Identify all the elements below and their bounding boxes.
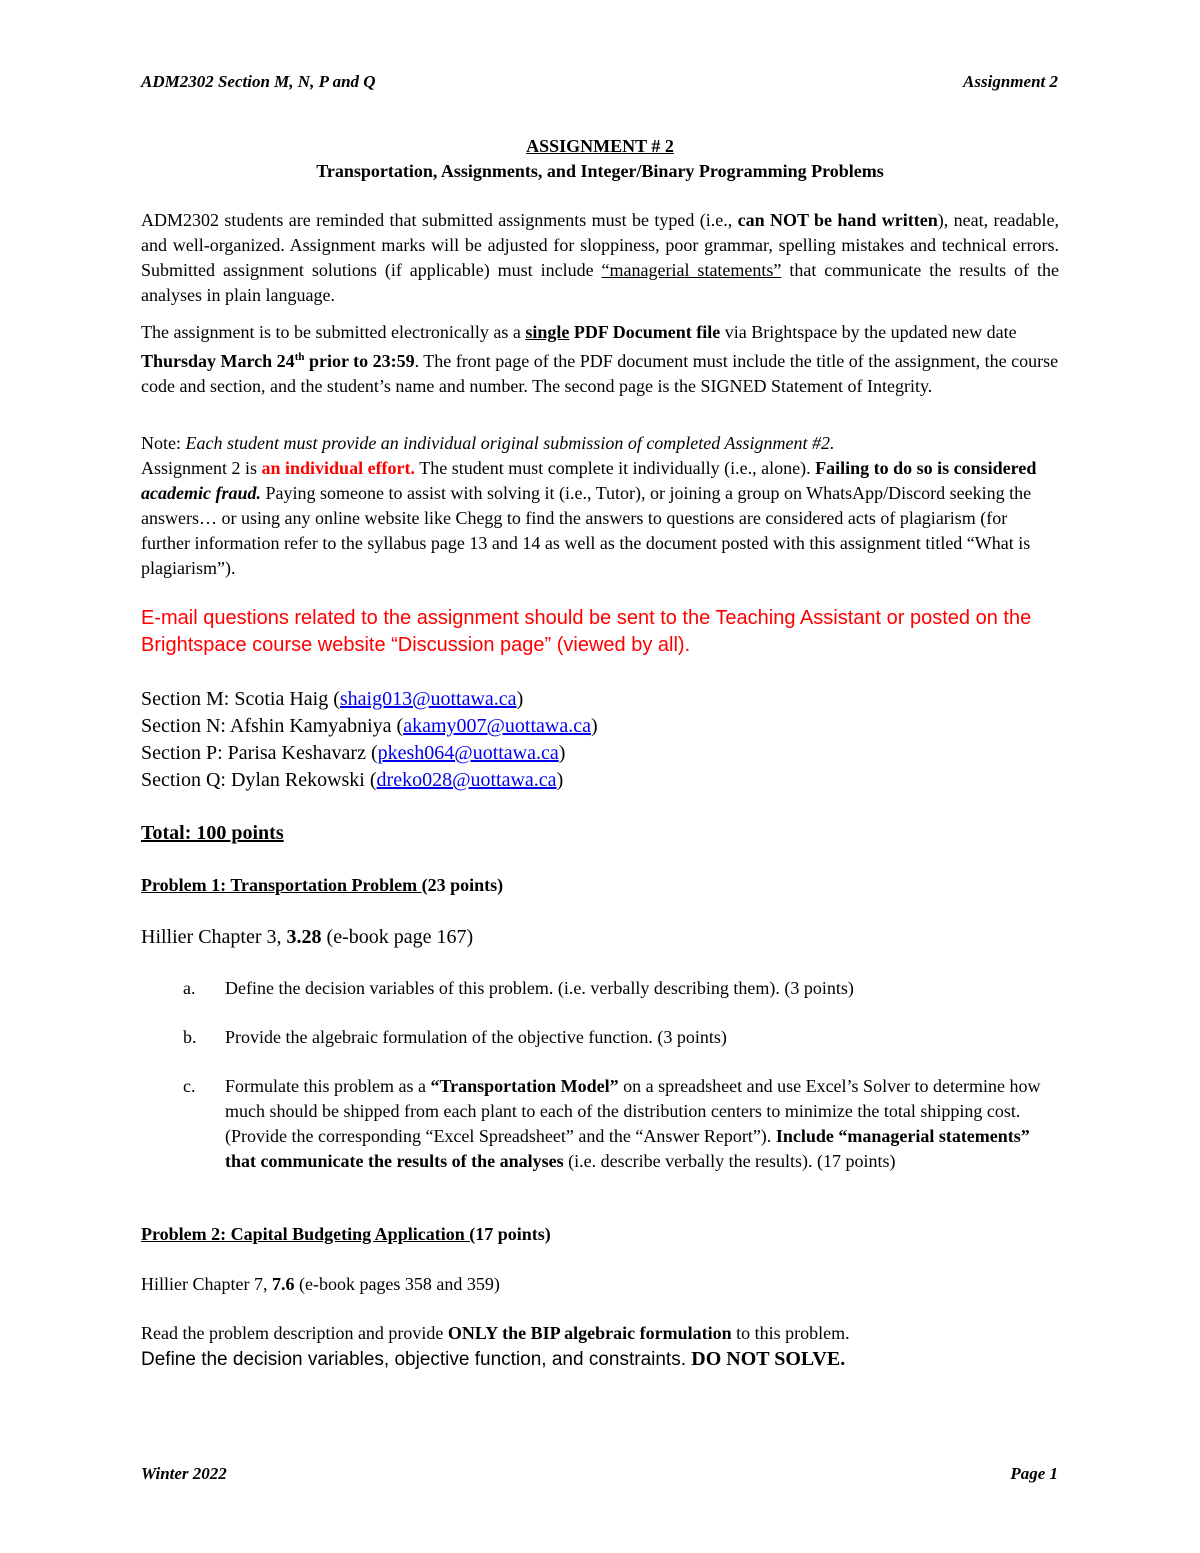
p1-underline: “managerial statements” bbox=[601, 260, 782, 280]
problem1-ref-c: (e-book page 167) bbox=[321, 926, 474, 948]
p3-note-italic: Each student must provide an individual original submission of completed Assignment #2. bbox=[185, 433, 835, 453]
p1-text-a: ADM2302 students are reminded that submitted assignments must be typed (i.e., bbox=[141, 210, 738, 230]
problem1-ref-b: 3.28 bbox=[286, 926, 322, 948]
problem2-heading bbox=[141, 1222, 551, 1247]
section-p-label: Section P: Parisa Keshavarz ( bbox=[141, 742, 378, 764]
problem2-do-not-solve: DO NOT SOLVE. bbox=[691, 1348, 846, 1370]
problem1-heading bbox=[141, 873, 503, 898]
item-c-a: Formulate this problem as a bbox=[225, 1076, 431, 1096]
item-c-text bbox=[225, 1074, 1065, 1174]
p2-text-a: The assignment is to be submitted electronically as a bbox=[141, 322, 526, 342]
item-b-text: Provide the algebraic formulation of the objective function. (3 points) bbox=[225, 1027, 727, 1047]
problem2-ref-c: (e-book pages 358 and 359) bbox=[294, 1274, 500, 1294]
p2-text-d: via Brightspace by the updated new date bbox=[720, 322, 1017, 342]
p2-text-g: . The front page of the PDF document must include the title of the assignment, the course code and section, and the student’s name and number. The second page is the SIGNED Statement of Integrity. bbox=[141, 351, 1059, 396]
problem2-define bbox=[141, 1346, 845, 1373]
section-p-contact bbox=[141, 740, 565, 767]
problem1-reference bbox=[141, 924, 473, 951]
problem1-points: (23 points) bbox=[421, 875, 504, 895]
section-m-end: ) bbox=[516, 688, 524, 710]
footer-term: Winter 2022 bbox=[141, 1464, 227, 1483]
section-p-email-link[interactable]: pkesh064@uottawa.ca bbox=[377, 742, 559, 764]
footer-page-number: Page 1 bbox=[1010, 1464, 1058, 1483]
header-assignment: Assignment 2 bbox=[963, 72, 1058, 91]
problem1-ref-a: Hillier Chapter 3, bbox=[141, 926, 287, 948]
item-c-model: “Transportation Model” bbox=[430, 1076, 619, 1096]
section-n-contact bbox=[141, 713, 598, 740]
email-note: E-mail questions related to the assignment should be sent to the Teaching Assistant or posted on the Brightspace course website “Discussion page” (viewed by all). bbox=[141, 607, 1032, 656]
p1-text-e: that communicate the results of the analyses in plain language. bbox=[141, 260, 1059, 305]
total-points: Total: 100 points bbox=[141, 822, 284, 844]
p2-single: single bbox=[525, 322, 570, 342]
intro-paragraph-integrity bbox=[141, 431, 1059, 581]
page-subtitle: Transportation, Assignments, and Integer/Binary Programming Problems bbox=[316, 161, 884, 181]
p3-individual-effort: an individual effort. bbox=[261, 458, 416, 478]
section-m-email-link[interactable]: shaig013@uottawa.ca bbox=[339, 688, 517, 710]
p2-date: Thursday March 24 bbox=[141, 351, 295, 371]
section-q-email-link[interactable]: dreko028@uottawa.ca bbox=[376, 769, 557, 791]
item-a-label: a. bbox=[183, 978, 196, 998]
section-n-end: ) bbox=[590, 715, 598, 737]
p3-text-h: Paying someone to assist with solving it (i.e., Tutor), or joining a group on WhatsApp/Discord seeking the answers… or using any online website like Chegg to find the answers to questions are considered acts of plagiarism (for further information refer to the syllabus page 13 and 14 as well as the document posted with this assignment titled “What is plagiarism”). bbox=[141, 483, 1032, 578]
intro-paragraph-typed bbox=[141, 208, 1059, 308]
p3-text-c: Assignment 2 is bbox=[141, 458, 262, 478]
p3-note: Note: bbox=[141, 433, 186, 453]
problem2-points: 17 points) bbox=[475, 1224, 551, 1244]
problem2-read-c: to this problem. bbox=[731, 1323, 850, 1343]
title-main: ASSIGNMENT # 2 bbox=[526, 136, 674, 156]
problem1-title: Problem 1: Transportation Problem bbox=[141, 875, 422, 895]
section-n-email-link[interactable]: akamy007@uottawa.ca bbox=[403, 715, 591, 737]
item-b-label: b. bbox=[183, 1027, 197, 1047]
problem2-ref-b: 7.6 bbox=[271, 1274, 295, 1294]
section-m-label: Section M: Scotia Haig ( bbox=[141, 688, 340, 710]
problem2-read-bip: ONLY the BIP algebraic formulation bbox=[447, 1323, 732, 1343]
p3-fraud: academic fraud. bbox=[141, 483, 261, 503]
problem2-points-open: ( bbox=[469, 1224, 476, 1244]
section-q-end: ) bbox=[556, 769, 564, 791]
intro-paragraph-submission bbox=[141, 320, 1059, 399]
header-course: ADM2302 Section M, N, P and Q bbox=[141, 72, 376, 91]
p2-pdf: PDF Document file bbox=[569, 322, 721, 342]
section-n-label: Section N: Afshin Kamyabniya ( bbox=[141, 715, 404, 737]
p3-failing: Failing to do so is considered bbox=[815, 458, 1037, 478]
item-c-include: Include “managerial statements” that communicate the results of the analyses bbox=[225, 1126, 1030, 1171]
problem2-ref-a: Hillier Chapter 7, bbox=[141, 1274, 272, 1294]
problem2-read-a: Read the problem description and provide bbox=[141, 1323, 448, 1343]
item-c-c: on a spreadsheet and use Excel’s Solver to determine how much should be shipped from each plant to each of the distribution centers to minimize the total shipping cost. (Provide the corresponding “Excel Spreadsheet” and the “Answer Report”). bbox=[225, 1076, 1041, 1146]
p1-text-c: ), neat, readable, and well-organized. Assignment marks will be adjusted for sloppiness, poor grammar, spelling mistakes and technical errors. Submitted assignment solutions (if applicable) must include bbox=[141, 210, 1059, 280]
p3-text-e: The student must complete it individually (i.e., alone). bbox=[415, 458, 816, 478]
problem2-read bbox=[141, 1321, 850, 1346]
item-a-text: Define the decision variables of this problem. (i.e. verbally describing them). (3 points) bbox=[225, 978, 854, 998]
problem2-reference bbox=[141, 1272, 500, 1297]
section-m-contact bbox=[141, 686, 523, 713]
page-title bbox=[0, 136, 1200, 157]
problem2-define-a: Define the decision variables, objective function, and constraints. bbox=[141, 1349, 692, 1370]
section-q-label: Section Q: Dylan Rekowski ( bbox=[141, 769, 377, 791]
section-p-end: ) bbox=[558, 742, 566, 764]
p1-bold: can NOT be hand written bbox=[737, 210, 938, 230]
problem2-title: Problem 2: Capital Budgeting Application bbox=[141, 1224, 470, 1244]
section-q-contact bbox=[141, 767, 563, 794]
p2-sup: th bbox=[294, 351, 305, 363]
p2-time: prior to 23:59 bbox=[304, 351, 415, 371]
item-c-label: c. bbox=[183, 1076, 196, 1096]
item-c-e: (i.e. describe verbally the results). (17 points) bbox=[563, 1151, 896, 1171]
